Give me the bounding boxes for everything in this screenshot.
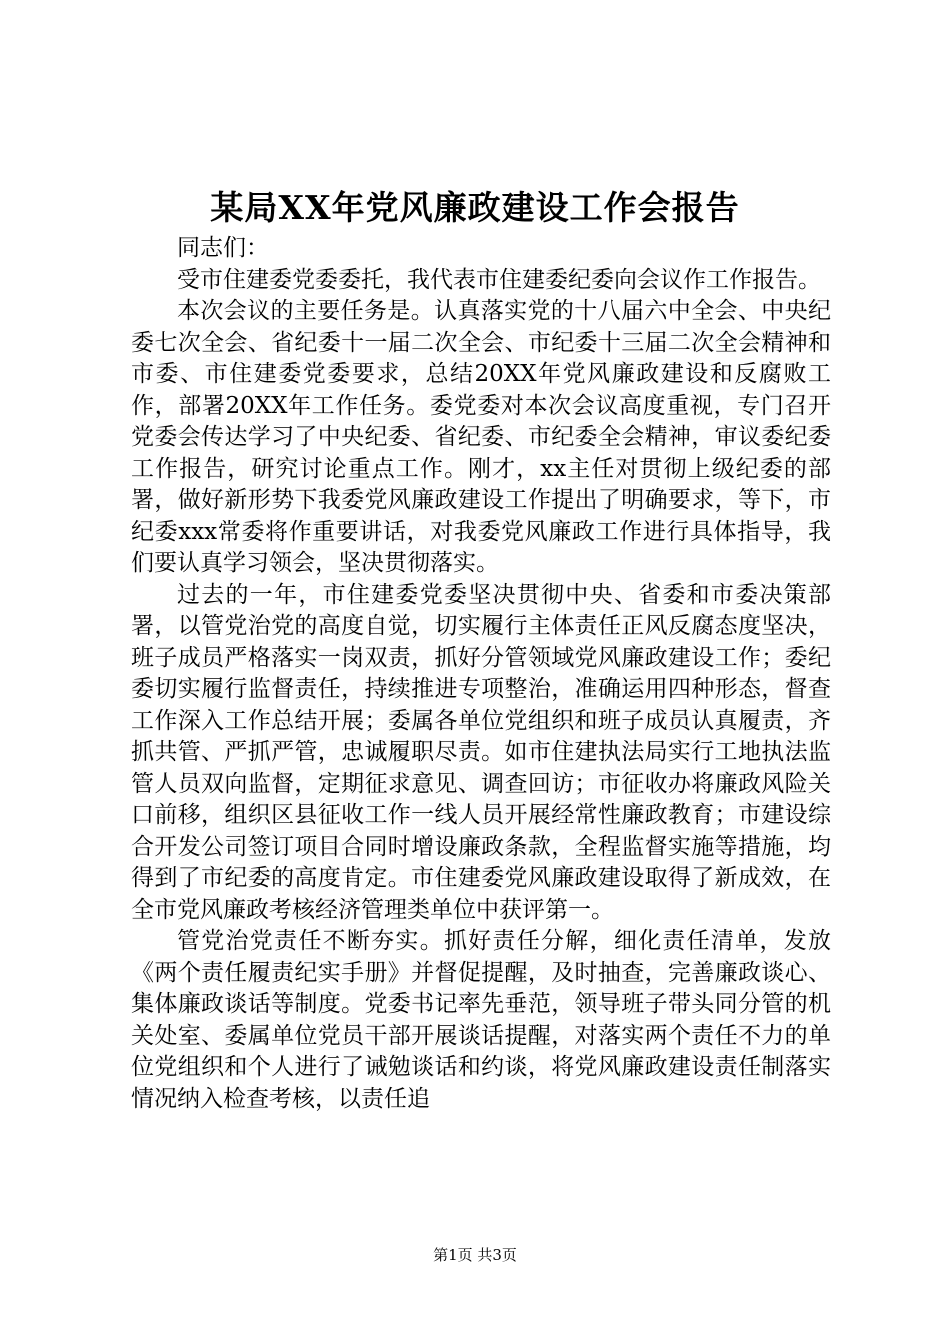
body-paragraph: 管党治党责任不断夯实。抓好责任分解，细化责任清单，发放《两个责任履责纪实手册》并督促提醒，及时抽查，完善廉政谈心、集体廉政谈话等制度。党委书记率先垂范，领导班子带头同分管的机关处室、委属单位党员干部开展谈话提醒，对落实两个责任不力的单位党组织和个人进行了诫勉谈话和约谈，将党风廉政建设责任制落实情况纳入检查考核，以责任追 [131,928,831,1112]
page-number-footer: 第1页 共3页 [433,1246,517,1264]
body-paragraph: 本次会议的主要任务是。认真落实党的十八届六中全会、中央纪委七次全会、省纪委十一届二次全会、市纪委十三届二次全会精神和市委、市住建委党委要求，总结20XX年党风廉政建设和反腐败工作，部署20XX年工作任务。委党委对本次会议高度重视，专门召开党委会传达学习了中央纪委、省纪委、市纪委全会精神，审议委纪委工作报告，研究讨论重点工作。刚才，xx主任对贯彻上级纪委的部署，做好新形势下我委党风廉政建设工作提出了明确要求，等下，市纪委xxx常委将作重要讲话，对我委党风廉政工作进行具体指导，我们要认真学习领会，坚决贯彻落实。 [131,298,831,576]
body-paragraph: 受市住建委党委委托，我代表市住建委纪委向会议作工作报告。 [177,266,821,293]
salutation-paragraph: 同志们： [177,235,269,261]
body-paragraph: 过去的一年，市住建委党委坚决贯彻中央、省委和市委决策部署，以管党治党的高度自觉，切实履行主体责任正风反腐态度坚决，班子成员严格落实一岗双责，抓好分管领域党风廉政建设工作；委纪委切实履行监督责任，持续推进专项整治，准确运用四种形态，督查工作深入工作总结开展；委属各单位党组织和班子成员认真履责，齐抓共管、严抓严管，忠诚履职尽责。如市住建执法局实行工地执法监管人员双向监督，定期征求意见、调查回访；市征收办将廉政风险关口前移，组织区县征收工作一线人员开展经常性廉政教育；市建设综合开发公司签订项目合同时增设廉政条款，全程监督实施等措施，均得到了市纪委的高度肯定。市住建委党风廉政建设取得了新成效，在全市党风廉政考核经济管理类单位中获评第一。 [131,581,831,923]
document-body [131,233,831,1115]
page-title: 某局XX年党风廉政建设工作会报告 [210,188,740,227]
